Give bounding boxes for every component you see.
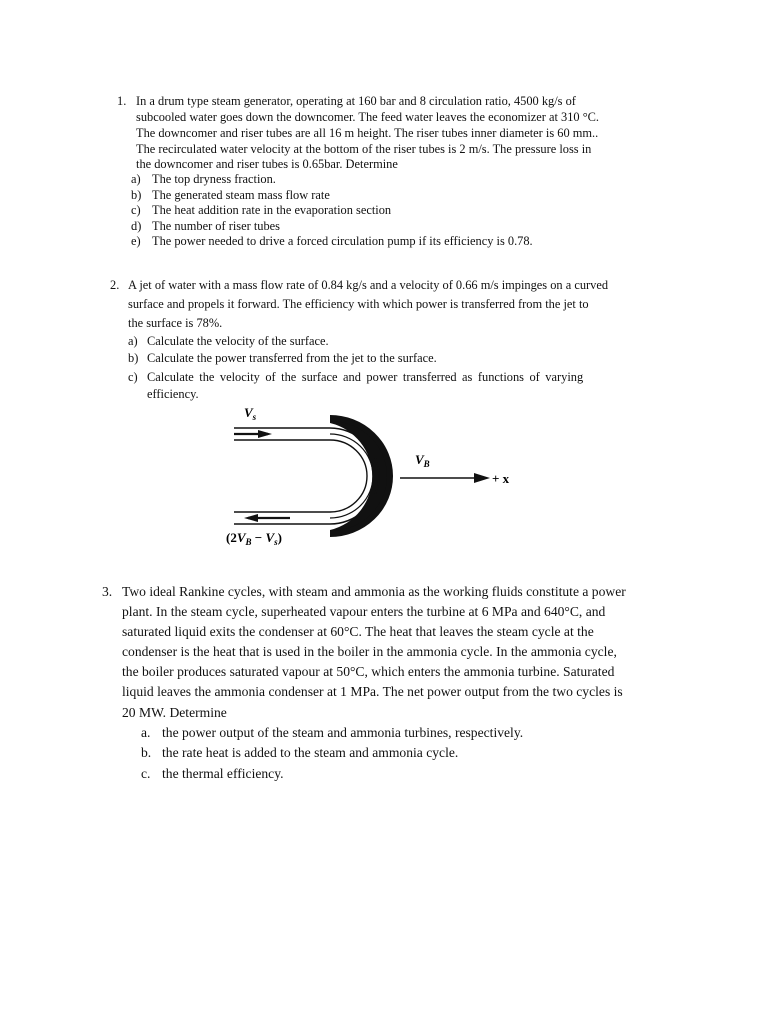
sub-item-text: The heat addition rate in the evaporation section <box>152 203 392 217</box>
question-line: the surface is 78%. <box>128 316 223 330</box>
sub-item-label: b) <box>131 188 142 202</box>
question-line: the downcomer and riser tubes is 0.65bar. Determine <box>136 157 398 171</box>
question-line: subcooled water goes down the downcomer. The feed water leaves the economizer at 310 °C. <box>136 110 600 124</box>
question-line: A jet of water with a mass flow rate of 0.84 kg/s and a velocity of 0.66 m/s impinges on a curved <box>128 278 609 292</box>
sub-item-label: c) <box>128 370 138 384</box>
question-line: The recirculated water velocity at the bottom of the riser tubes is 2 m/s. The pressure loss in <box>136 142 592 156</box>
sub-item-label: d) <box>131 219 142 233</box>
sub-item-text: the thermal efficiency. <box>162 766 284 781</box>
question-number: 1. <box>117 94 127 108</box>
incoming-jet <box>234 428 330 440</box>
sub-item-label: c) <box>131 203 141 217</box>
sub-item-label: b. <box>141 745 152 760</box>
outgoing-jet <box>234 512 330 524</box>
question-line: saturated liquid exits the condenser at 60°C. The heat that leaves the steam cycle at the <box>122 624 594 639</box>
label-return-velocity: $(2V_B - V_s)$ <box>226 530 282 547</box>
sub-item-label: e) <box>131 234 141 248</box>
question-line: plant. In the steam cycle, superheated vapour enters the turbine at 6 MPa and 640°C, and <box>122 604 606 619</box>
sub-item-text: Calculate the velocity of the surface. <box>147 334 329 348</box>
question-line: the boiler produces saturated vapour at 50°C, which enters the ammonia turbine. Saturated <box>122 664 615 679</box>
sub-item-text: Calculate the power transferred from the jet to the surface. <box>147 351 437 365</box>
sub-item-text-continuation: efficiency. <box>147 387 199 401</box>
sub-item-text: the power output of the steam and ammonia turbines, respectively. <box>162 725 524 740</box>
label-plus-x: + x <box>492 471 510 486</box>
curved-vane <box>330 418 392 535</box>
sub-item-label: a. <box>141 725 151 740</box>
question-number: 3. <box>102 584 113 599</box>
sub-item-label: c. <box>141 766 151 781</box>
question-line: surface and propels it forward. The efficiency with which power is transferred from the jet to <box>128 297 589 311</box>
question-number: 2. <box>110 278 120 292</box>
direction-arrow <box>400 473 490 483</box>
sub-item-text: The number of riser tubes <box>152 219 280 233</box>
sub-item-text: Calculate the velocity of the surface and power transferred as functions of varying <box>147 370 584 384</box>
sub-item-text: The top dryness fraction. <box>152 172 276 186</box>
question-line: liquid leaves the ammonia condenser at 1 MPa. The net power output from the two cycles is <box>122 684 623 699</box>
question-line: condenser is the heat that is used in the boiler in the ammonia cycle. In the ammonia cycle, <box>122 644 617 659</box>
question-line: The downcomer and riser tubes are all 16 m height. The riser tubes inner diameter is 60 mm.. <box>136 126 599 140</box>
sub-item-label: a) <box>131 172 141 186</box>
question-line: 20 MW. Determine <box>122 705 227 720</box>
sub-item-label: b) <box>128 351 139 365</box>
sub-item-label: a) <box>128 334 138 348</box>
sub-item-text: The power needed to drive a forced circulation pump if its efficiency is 0.78. <box>152 234 533 248</box>
label-vb: $V_B$ <box>415 452 430 469</box>
sub-item-text: the rate heat is added to the steam and ammonia cycle. <box>162 745 459 760</box>
sub-item-text: The generated steam mass flow rate <box>152 188 330 202</box>
question-line: Two ideal Rankine cycles, with steam and ammonia as the working fluids constitute a power <box>122 584 626 599</box>
question-line: In a drum type steam generator, operating at 160 bar and 8 circulation ratio, 4500 kg/s of <box>136 94 576 108</box>
label-vs: $V_s$ <box>244 405 257 422</box>
